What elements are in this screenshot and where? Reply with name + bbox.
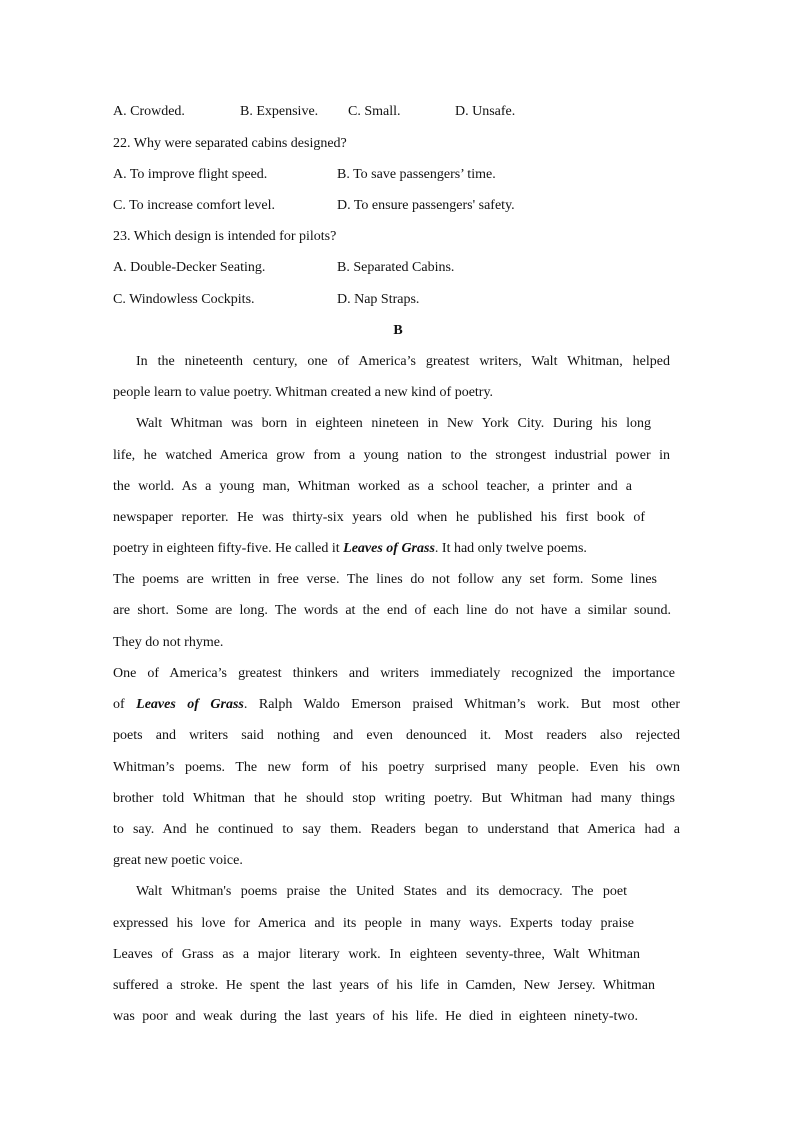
passage-line: Walt Whitman's poems praise the United States and its democracy. The poet	[136, 884, 627, 899]
passage-line: The poems are written in free verse. The lines do not follow any set form. Some lines	[113, 572, 657, 587]
passage-line: One of America’s greatest thinkers and writers immediately recognized the importance	[113, 666, 675, 681]
passage-line: They do not rhyme.	[113, 635, 224, 650]
q21-option-c: C. Small.	[348, 104, 401, 119]
q23-option-c: C. Windowless Cockpits.	[113, 292, 255, 307]
passage-line: the world. As a young man, Whitman worked as a school teacher, a printer and a	[113, 479, 632, 494]
q21-option-a: A. Crowded.	[113, 104, 185, 119]
q23-options-row-2	[113, 290, 683, 310]
q22-options-row-1	[113, 165, 683, 185]
q21-option-b: B. Expensive.	[240, 104, 319, 119]
passage-text: poetry in eighteen fifty-five. He called it	[113, 541, 344, 556]
q22-option-a: A. To improve flight speed.	[113, 167, 268, 182]
passage-line: suffered a stroke. He spent the last years of his life in Camden, New Jersey. Whitman	[113, 978, 655, 993]
q22-option-d: D. To ensure passengers' safety.	[337, 198, 515, 213]
passage-line: great new poetic voice.	[113, 853, 243, 868]
passage-line: to say. And he continued to say them. Readers began to understand that America had a	[113, 822, 680, 837]
q23-option-a: A. Double-Decker Seating.	[113, 260, 266, 275]
passage-line: Whitman’s poems. The new form of his poetry surprised many people. Even his own	[113, 760, 680, 775]
passage-line: poets and writers said nothing and even denounced it. Most readers also rejected	[113, 728, 680, 743]
passage-line: brother told Whitman that he should stop writing poetry. But Whitman had many things	[113, 791, 675, 806]
q22-option-b: B. To save passengers’ time.	[337, 167, 496, 182]
q23-question: 23. Which design is intended for pilots?	[113, 229, 337, 244]
passage-line: Walt Whitman was born in eighteen nineteen in New York City. During his long	[136, 416, 651, 431]
book-title: Leaves of Grass	[343, 541, 435, 556]
passage-line-with-title	[113, 695, 680, 715]
passage-line: was poor and weak during the last years of his life. He died in eighteen ninety-two.	[113, 1009, 638, 1024]
book-title: Leaves of Grass	[136, 697, 244, 712]
q23-option-b: B. Separated Cabins.	[337, 260, 455, 275]
section-title: B	[393, 323, 403, 338]
passage-line: newspaper reporter. He was thirty-six years old when he published his first book of	[113, 510, 645, 525]
passage-line: people learn to value poetry. Whitman created a new kind of poetry.	[113, 385, 494, 400]
q21-options-row	[113, 102, 683, 122]
passage-line: expressed his love for America and its people in many ways. Experts today praise	[113, 916, 634, 931]
passage-line: In the nineteenth century, one of America’s greatest writers, Walt Whitman, helped	[136, 354, 670, 369]
passage-text: . It had only twelve poems.	[434, 541, 587, 556]
passage-line: Leaves of Grass as a major literary work. In eighteen seventy-three, Walt Whitman	[113, 947, 640, 962]
passage-text: . Ralph Waldo Emerson praised Whitman’s work. But most other	[243, 697, 680, 712]
passage-text: of	[113, 697, 137, 712]
q22-question: 22. Why were separated cabins designed?	[113, 136, 347, 151]
q21-option-d: D. Unsafe.	[455, 104, 516, 119]
q23-options-row-1	[113, 258, 683, 278]
passage-line-with-title	[113, 539, 683, 559]
passage-line: life, he watched America grow from a young nation to the strongest industrial power in	[113, 448, 670, 463]
q22-options-row-2	[113, 196, 683, 216]
q23-option-d: D. Nap Straps.	[337, 292, 420, 307]
passage-line: are short. Some are long. The words at the end of each line do not have a similar sound.	[113, 603, 671, 618]
q22-option-c: C. To increase comfort level.	[113, 198, 276, 213]
